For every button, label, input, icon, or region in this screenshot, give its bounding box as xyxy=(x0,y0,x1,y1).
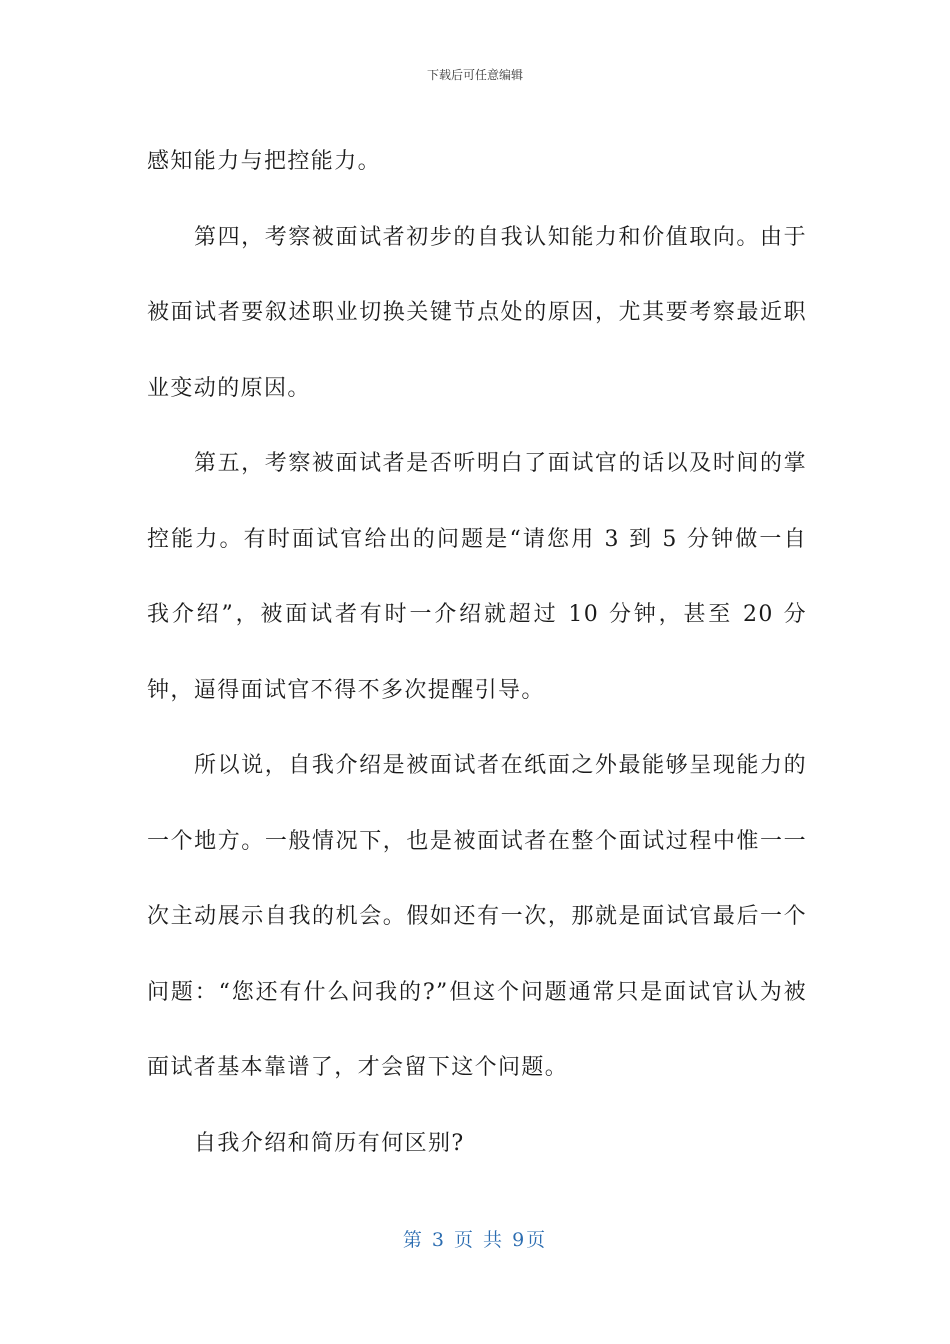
paragraph-point-four: 第四，考察被面试者初步的自我认知能力和价值取向。由于被面试者要叙述职业切换关键节点处的原因，尤其要考察最近职业变动的原因。 xyxy=(147,224,807,401)
paragraph-point-five: 第五，考察被面试者是否听明白了面试官的话以及时间的掌控能力。有时面试官给出的问题是“请您用 3 到 5 分钟做一自我介绍”，被面试者有时一介绍就超过 10 分钟，甚至 20 分钟，逼得面试官不得不多次提醒引导。 xyxy=(147,451,807,703)
header-note: 下载后可任意编辑 xyxy=(426,68,523,82)
paragraph-question: 自我介绍和简历有何区别? xyxy=(194,1130,465,1156)
paragraph-conclusion: 所以说，自我介绍是被面试者在纸面之外最能够呈现能力的一个地方。一般情况下，也是被面试者在整个面试过程中惟一一次主动展示自我的机会。假如还有一次，那就是面试官最后一个问题：“您还有什么问我的?”但这个问题通常只是面试官认为被面试者基本靠谱了，才会留下这个问题。 xyxy=(147,753,807,1080)
page-number: 第 3 页 共 9页 xyxy=(402,1229,548,1251)
paragraph-continuation: 感知能力与把控能力。 xyxy=(147,149,382,174)
document-body xyxy=(147,124,807,1181)
